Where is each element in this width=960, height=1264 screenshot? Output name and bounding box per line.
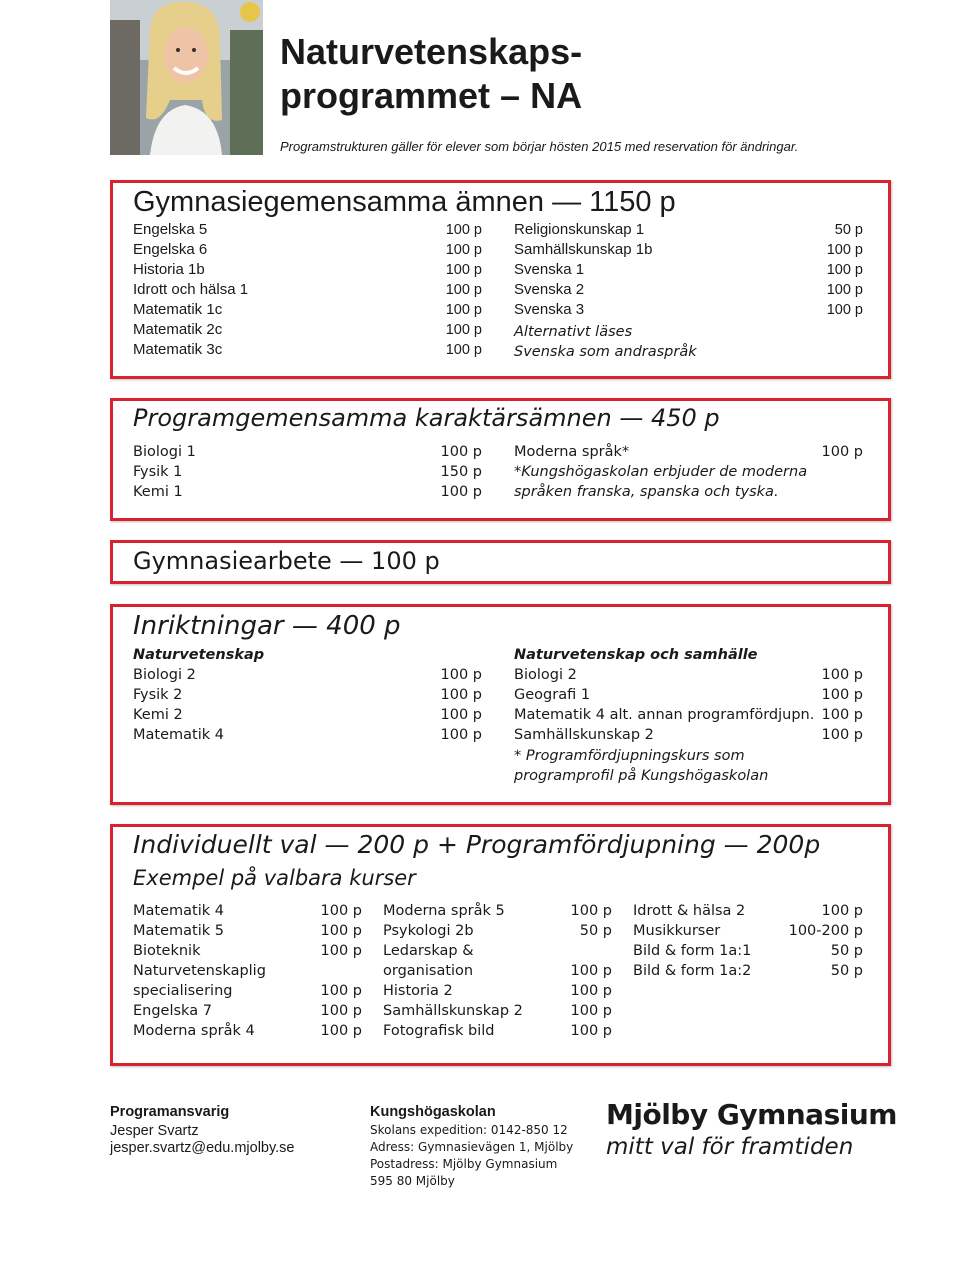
language-note-1: *Kungshögaskolan erbjuder de moderna <box>514 464 808 480</box>
course-name: Matematik 2c <box>133 321 223 338</box>
course-name: Bioteknik <box>133 943 201 959</box>
course-name: Svenska 3 <box>514 301 585 318</box>
inriktningar-heading: Inriktningar — 400 p <box>133 611 401 641</box>
course-name: specialisering <box>133 983 233 999</box>
course-name: Biologi 2 <box>514 667 577 683</box>
student-photo <box>110 0 263 155</box>
course-points: 50 p <box>579 923 612 939</box>
course-points: 100 p <box>440 707 482 723</box>
moderna-sprak-name: Moderna språk* <box>514 444 630 460</box>
programfordjupning-note-2: programprofil på Kungshögaskolan <box>514 768 769 784</box>
course-points: 100 p <box>320 923 362 939</box>
course-points: 100 p <box>826 302 863 318</box>
course-points: 100 p <box>570 903 612 919</box>
course-points: 100 p <box>320 1003 362 1019</box>
course-name: Moderna språk 5 <box>383 903 505 919</box>
course-points: 150 p <box>440 464 482 480</box>
course-points: 100 p <box>440 484 482 500</box>
course-name: Engelska 5 <box>133 221 208 238</box>
school-zip: 595 80 Mjölby <box>370 1174 455 1188</box>
course-points: 100 p <box>445 342 482 358</box>
course-points: 50 p <box>834 222 863 238</box>
course-name: Kemi 2 <box>133 707 183 723</box>
course-name: Svenska 1 <box>514 261 585 278</box>
title-line-1: Naturvetenskaps- <box>280 31 583 72</box>
course-points: 100 p <box>821 727 863 743</box>
course-name: Samhällskunskap 2 <box>383 1003 523 1019</box>
course-points: 100 p <box>445 282 482 298</box>
programfordjupning-note-1: * Programfördjupningskurs som <box>514 748 745 764</box>
course-points: 100 p <box>826 262 863 278</box>
course-points: 100 p <box>320 943 362 959</box>
course-name: Idrott & hälsa 2 <box>633 903 746 919</box>
course-points: 100 p <box>320 903 362 919</box>
course-points: 100 p <box>445 222 482 238</box>
individuellt-val-heading: Individuellt val — 200 p + Programfördjupning — 200p <box>133 830 821 859</box>
school-address: Adress: Gymnasievägen 1, Mjölby <box>370 1140 574 1154</box>
course-name: Historia 1b <box>133 261 205 278</box>
course-name: Geografi 1 <box>514 687 591 703</box>
page-title <box>280 30 582 118</box>
course-name: Religionskunskap 1 <box>514 221 645 238</box>
course-points: 100-200 p <box>788 923 863 939</box>
course-name: Matematik 5 <box>133 923 224 939</box>
course-points: 100 p <box>320 983 362 999</box>
course-name: Historia 2 <box>383 983 453 999</box>
programgemensamma-heading: Programgemensamma karaktärsämnen — 450 p <box>133 404 720 432</box>
language-note-2: språken franska, spanska och tyska. <box>514 484 779 500</box>
course-name: Fysik 1 <box>133 464 183 480</box>
course-points: 100 p <box>821 903 863 919</box>
course-points: 100 p <box>445 262 482 278</box>
course-points: 100 p <box>445 302 482 318</box>
naturvetenskap-samhalle-title: Naturvetenskap och samhälle <box>514 647 758 663</box>
course-name: Idrott och hälsa 1 <box>133 281 249 298</box>
course-name: Engelska 7 <box>133 1003 212 1019</box>
course-points: 100 p <box>445 322 482 338</box>
contact-name: Jesper Svartz <box>110 1123 199 1139</box>
course-points: 100 p <box>320 1023 362 1039</box>
course-points: 100 p <box>826 282 863 298</box>
page-subtitle: Programstrukturen gäller för elever som börjar hösten 2015 med reservation för ändringar. <box>280 139 799 154</box>
school-title: Kungshögaskolan <box>370 1104 496 1120</box>
course-points: 100 p <box>445 242 482 258</box>
course-name: Matematik 4 alt. annan programfördjupn. <box>514 707 815 723</box>
contact-email-link[interactable]: jesper.svartz@edu.mjolby.se <box>110 1140 295 1156</box>
course-name: Matematik 1c <box>133 301 223 318</box>
course-points: 100 p <box>821 667 863 683</box>
course-points: 100 p <box>570 1003 612 1019</box>
course-name: Matematik 3c <box>133 341 223 358</box>
course-name: Samhällskunskap 2 <box>514 727 654 743</box>
course-name: Naturvetenskaplig <box>133 963 266 979</box>
course-name: Biologi 1 <box>133 444 196 460</box>
title-line-2: programmet – NA <box>280 75 583 116</box>
individuellt-val-subheading: Exempel på valbara kurser <box>133 866 416 890</box>
course-name: Matematik 4 <box>133 727 224 743</box>
course-name: Bild & form 1a:1 <box>633 943 752 959</box>
course-points: 100 p <box>440 667 482 683</box>
brand-name: Mjölby Gymnasium <box>606 1098 897 1131</box>
course-points: 100 p <box>440 687 482 703</box>
moderna-sprak-points: 100 p <box>821 444 863 460</box>
course-name: Biologi 2 <box>133 667 196 683</box>
course-name: Moderna språk 4 <box>133 1023 255 1039</box>
course-name: Matematik 4 <box>133 903 224 919</box>
alternative-note: Alternativt läses <box>514 324 633 340</box>
course-name: Fotografisk bild <box>383 1023 495 1039</box>
school-postal: Postadress: Mjölby Gymnasium <box>370 1157 558 1171</box>
course-points: 50 p <box>830 943 863 959</box>
course-points: 50 p <box>830 963 863 979</box>
course-name: organisation <box>383 963 474 979</box>
course-points: 100 p <box>821 707 863 723</box>
course-name: Fysik 2 <box>133 687 183 703</box>
course-points: 100 p <box>440 444 482 460</box>
gymnasiegemensamma-heading: Gymnasiegemensamma ämnen — 1150 p <box>133 186 676 218</box>
course-name: Engelska 6 <box>133 241 208 258</box>
course-name: Samhällskunskap 1b <box>514 241 653 258</box>
course-points: 100 p <box>570 1023 612 1039</box>
alternative-note-course: Svenska som andraspråk <box>514 344 697 360</box>
course-name: Psykologi 2b <box>383 923 474 939</box>
course-points: 100 p <box>826 242 863 258</box>
course-name: Bild & form 1a:2 <box>633 963 752 979</box>
contact-title: Programansvarig <box>110 1104 230 1120</box>
course-name: Svenska 2 <box>514 281 585 298</box>
course-points: 100 p <box>821 687 863 703</box>
course-points: 100 p <box>440 727 482 743</box>
course-points: 100 p <box>570 963 612 979</box>
gymnasiearbete-heading: Gymnasiearbete — 100 p <box>133 547 440 575</box>
course-points: 100 p <box>570 983 612 999</box>
course-name: Ledarskap & <box>383 943 474 959</box>
brand-tagline: mitt val för framtiden <box>606 1134 854 1160</box>
naturvetenskap-title: Naturvetenskap <box>133 647 265 663</box>
course-name: Musikkurser <box>633 923 721 939</box>
course-name: Kemi 1 <box>133 484 183 500</box>
school-phone: Skolans expedition: 0142-850 12 <box>370 1123 568 1137</box>
